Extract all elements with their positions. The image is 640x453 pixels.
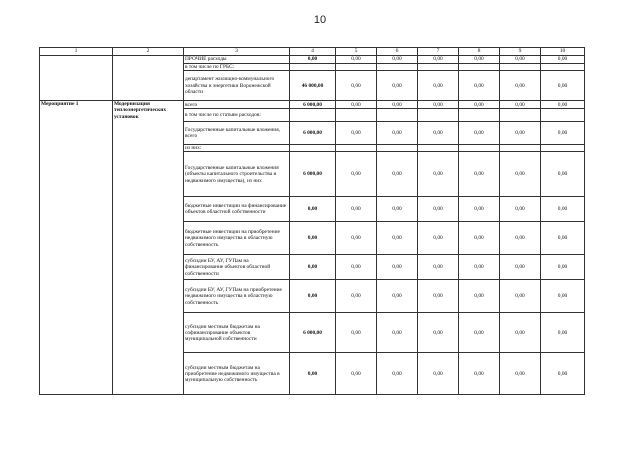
page-number: 10 bbox=[313, 14, 327, 26]
row-label: субсидии местным бюджетам на софинансирование объектов муниципальной собственности bbox=[184, 313, 290, 353]
value-cell: 46 000,00 bbox=[290, 71, 336, 101]
value-cell bbox=[541, 145, 585, 152]
value-cell: 0,00 bbox=[418, 353, 459, 395]
value-cell: 0,00 bbox=[418, 101, 459, 109]
value-cell: 0,00 bbox=[500, 71, 541, 101]
value-cell bbox=[377, 64, 418, 71]
value-cell: 0,00 bbox=[336, 197, 377, 222]
value-cell: 0,00 bbox=[500, 222, 541, 255]
value-cell: 0,00 bbox=[290, 56, 336, 64]
value-cell: 0,00 bbox=[541, 353, 585, 395]
value-cell: 0,00 bbox=[459, 56, 500, 64]
column-number: 10 bbox=[541, 48, 585, 56]
row-label: ПРОЧИЕ расходы bbox=[184, 56, 290, 64]
value-cell: 0,00 bbox=[377, 222, 418, 255]
empty-cell bbox=[113, 56, 184, 101]
value-cell bbox=[290, 145, 336, 152]
value-cell bbox=[377, 145, 418, 152]
value-cell: 0,00 bbox=[541, 71, 585, 101]
header-row bbox=[40, 48, 585, 56]
row-label: в том числе по ГРБС: bbox=[184, 64, 290, 71]
value-cell: 6 000,00 bbox=[290, 101, 336, 109]
value-cell: 0,00 bbox=[290, 353, 336, 395]
value-cell: 0,00 bbox=[290, 280, 336, 313]
value-cell: 0,00 bbox=[377, 152, 418, 197]
row-label: субсидии местным бюджетам на приобретение недвижимого имущества в муниципальную собственность bbox=[184, 353, 290, 395]
measure-name: Модернизация теплоэнергетических установок bbox=[113, 101, 184, 395]
value-cell bbox=[541, 109, 585, 122]
value-cell: 0,00 bbox=[290, 255, 336, 280]
value-cell: 0,00 bbox=[377, 122, 418, 145]
row-label: Государственные капитальные вложения, всего bbox=[184, 122, 290, 145]
value-cell bbox=[500, 109, 541, 122]
value-cell: 0,00 bbox=[459, 122, 500, 145]
value-cell: 0,00 bbox=[500, 56, 541, 64]
value-cell: 0,00 bbox=[418, 152, 459, 197]
value-cell: 0,00 bbox=[418, 313, 459, 353]
value-cell: 0,00 bbox=[377, 313, 418, 353]
value-cell: 0,00 bbox=[459, 152, 500, 197]
value-cell bbox=[418, 109, 459, 122]
value-cell: 0,00 bbox=[290, 222, 336, 255]
value-cell: 0,00 bbox=[500, 353, 541, 395]
row-label: бюджетные инвестиции на финансирование объектов областной собственности bbox=[184, 197, 290, 222]
value-cell: 0,00 bbox=[418, 280, 459, 313]
value-cell: 0,00 bbox=[377, 353, 418, 395]
column-number: 5 bbox=[336, 48, 377, 56]
column-number: 2 bbox=[113, 48, 184, 56]
empty-cell bbox=[40, 56, 113, 101]
value-cell: 0,00 bbox=[336, 255, 377, 280]
value-cell bbox=[541, 64, 585, 71]
value-cell bbox=[459, 109, 500, 122]
column-number: 9 bbox=[500, 48, 541, 56]
budget-table bbox=[39, 47, 585, 395]
value-cell: 0,00 bbox=[336, 152, 377, 197]
column-number: 1 bbox=[40, 48, 113, 56]
value-cell: 0,00 bbox=[541, 197, 585, 222]
value-cell: 0,00 bbox=[541, 56, 585, 64]
value-cell: 0,00 bbox=[418, 56, 459, 64]
row-label: всего bbox=[184, 101, 290, 109]
table-row bbox=[40, 56, 585, 64]
value-cell: 0,00 bbox=[336, 56, 377, 64]
value-cell bbox=[336, 145, 377, 152]
value-cell: 0,00 bbox=[541, 313, 585, 353]
value-cell: 0,00 bbox=[500, 152, 541, 197]
column-number: 4 bbox=[290, 48, 336, 56]
value-cell: 0,00 bbox=[500, 255, 541, 280]
value-cell: 6 000,00 bbox=[290, 152, 336, 197]
value-cell: 0,00 bbox=[336, 71, 377, 101]
column-number: 8 bbox=[459, 48, 500, 56]
value-cell: 0,00 bbox=[541, 101, 585, 109]
column-number: 3 bbox=[184, 48, 290, 56]
value-cell: 0,00 bbox=[336, 280, 377, 313]
value-cell bbox=[290, 64, 336, 71]
row-label: бюджетные инвестиции на приобретение недвижимого имущества в областную собственность bbox=[184, 222, 290, 255]
value-cell: 0,00 bbox=[500, 122, 541, 145]
value-cell bbox=[459, 145, 500, 152]
value-cell: 0,00 bbox=[541, 222, 585, 255]
value-cell: 0,00 bbox=[459, 255, 500, 280]
row-label: департамент жилищно-коммунального хозяйства и энергетики Воронежской области bbox=[184, 71, 290, 101]
value-cell: 0,00 bbox=[459, 353, 500, 395]
value-cell bbox=[459, 64, 500, 71]
row-label: субсидии БУ, АУ, ГУПам на финансирование объектов областной собственности bbox=[184, 255, 290, 280]
value-cell: 0,00 bbox=[541, 255, 585, 280]
value-cell: 0,00 bbox=[418, 197, 459, 222]
column-number: 6 bbox=[377, 48, 418, 56]
value-cell: 0,00 bbox=[459, 313, 500, 353]
row-label: Государственные капитальные вложения (объекты капитального строительства и недвижимого имущества), из них bbox=[184, 152, 290, 197]
value-cell: 0,00 bbox=[541, 122, 585, 145]
value-cell: 0,00 bbox=[459, 71, 500, 101]
table-row bbox=[40, 101, 585, 109]
row-label: из них: bbox=[184, 145, 290, 152]
value-cell: 0,00 bbox=[377, 71, 418, 101]
value-cell: 0,00 bbox=[336, 313, 377, 353]
value-cell: 0,00 bbox=[459, 101, 500, 109]
row-label: субсидии БУ, АУ, ГУПам на приобретение недвижимого имущества в областную собственность bbox=[184, 280, 290, 313]
value-cell bbox=[500, 145, 541, 152]
value-cell bbox=[500, 64, 541, 71]
value-cell: 0,00 bbox=[541, 280, 585, 313]
value-cell: 6 000,00 bbox=[290, 122, 336, 145]
value-cell: 0,00 bbox=[377, 255, 418, 280]
value-cell: 6 000,00 bbox=[290, 313, 336, 353]
value-cell bbox=[336, 109, 377, 122]
value-cell: 0,00 bbox=[336, 101, 377, 109]
value-cell: 0,00 bbox=[377, 280, 418, 313]
value-cell: 0,00 bbox=[500, 197, 541, 222]
value-cell: 0,00 bbox=[336, 222, 377, 255]
column-number: 7 bbox=[418, 48, 459, 56]
value-cell: 0,00 bbox=[500, 313, 541, 353]
value-cell: 0,00 bbox=[377, 101, 418, 109]
value-cell: 0,00 bbox=[336, 122, 377, 145]
measure-number: Мероприятие 1 bbox=[40, 101, 113, 395]
value-cell: 0,00 bbox=[459, 197, 500, 222]
value-cell bbox=[290, 109, 336, 122]
value-cell: 0,00 bbox=[336, 353, 377, 395]
value-cell bbox=[418, 64, 459, 71]
value-cell: 0,00 bbox=[290, 197, 336, 222]
value-cell: 0,00 bbox=[418, 255, 459, 280]
value-cell: 0,00 bbox=[459, 222, 500, 255]
value-cell: 0,00 bbox=[418, 122, 459, 145]
value-cell: 0,00 bbox=[459, 280, 500, 313]
value-cell bbox=[418, 145, 459, 152]
row-label: в том числе по статьям расходов: bbox=[184, 109, 290, 122]
value-cell: 0,00 bbox=[377, 197, 418, 222]
value-cell: 0,00 bbox=[418, 222, 459, 255]
value-cell: 0,00 bbox=[541, 152, 585, 197]
value-cell: 0,00 bbox=[418, 71, 459, 101]
value-cell bbox=[336, 64, 377, 71]
value-cell: 0,00 bbox=[377, 56, 418, 64]
value-cell: 0,00 bbox=[500, 101, 541, 109]
value-cell bbox=[377, 109, 418, 122]
value-cell: 0,00 bbox=[500, 280, 541, 313]
